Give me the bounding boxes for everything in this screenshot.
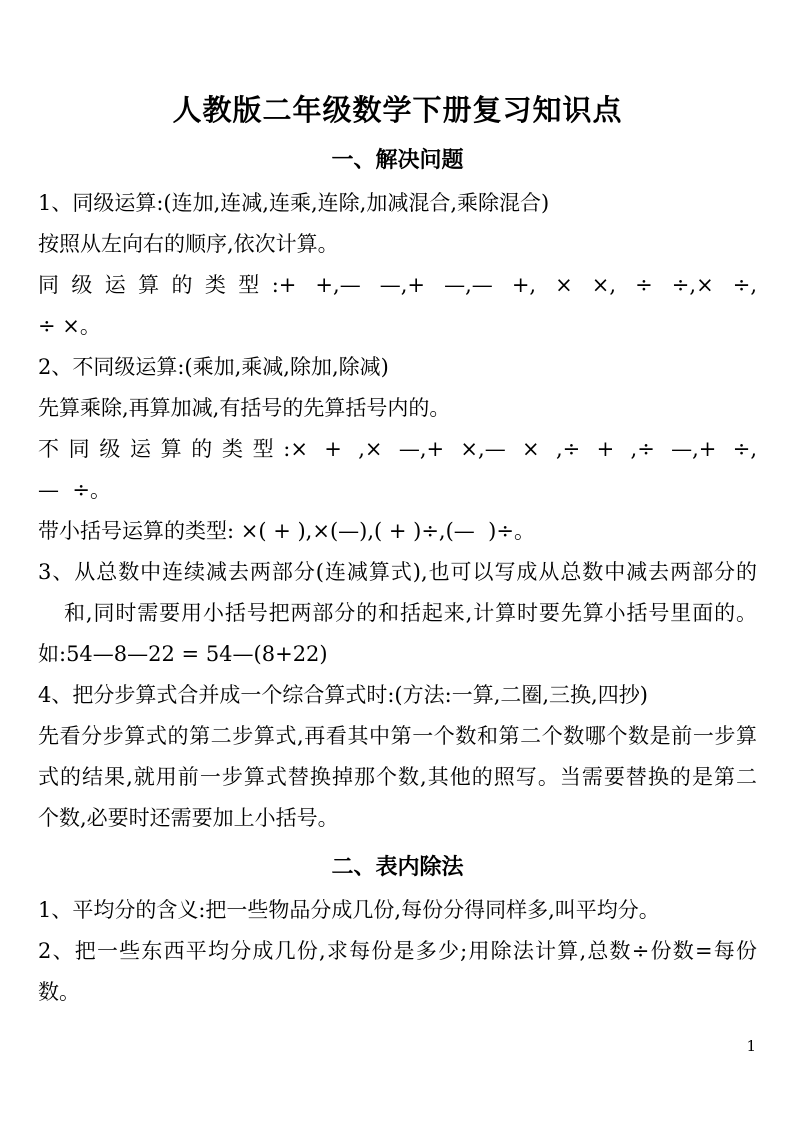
text-line: 4、把分步算式合并成一个综合算式时:(方法:一算,二圈,三换,四抄) [38, 683, 648, 707]
section-table-division [38, 850, 757, 1013]
section-body [38, 890, 757, 1013]
text-line: 先看分步算式的第二步算式,再看其中第一个数和第二个数哪个数是前一步算 [38, 724, 757, 748]
section-heading: 一、解决问题 [331, 147, 464, 173]
section-solving-problems [38, 143, 757, 839]
text-line: 和,同时需要用小括号把两部分的和括起来,计算时要先算小括号里面的。 [64, 601, 757, 625]
section-heading: 二、表内除法 [331, 854, 464, 880]
section-body [38, 183, 757, 839]
text-line: 先算乘除,再算加减,有括号的先算括号内的。 [38, 396, 451, 420]
text-line: 同级运算的类型:+ +,— —,+ —,— +, × ×, ÷ ÷,× ÷, [38, 273, 757, 297]
text-line: 按照从左向右的顺序,依次计算。 [38, 232, 339, 256]
text-line: 1、平均分的含义:把一些物品分成几份,每份分得同样多,叫平均分。 [38, 898, 660, 922]
text-line: 带小括号运算的类型: ×( + ),×(—),( + )÷,(— )÷。 [38, 519, 535, 543]
text-line: 1、同级运算:(连加,连减,连乘,连除,加减混合,乘除混合) [38, 191, 550, 215]
document-content [38, 0, 757, 1013]
text-line: 数。 [38, 980, 80, 1004]
text-line: ÷ ×。 [38, 314, 101, 338]
text-line: — ÷。 [38, 478, 111, 502]
text-line: 个数,必要时还需要加上小括号。 [38, 806, 339, 830]
text-line: 如:54—8—22 = 54—(8+22) [38, 642, 328, 666]
text-line: 2、不同级运算:(乘加,乘减,除加,除减) [38, 355, 389, 379]
text-line: 2、把一些东西平均分成几份,求每份是多少;用除法计算,总数÷份数=每份 [38, 939, 757, 963]
text-line: 不同级运算的类型:× + ,× —,+ ×,— × ,÷ + ,÷ —,+ ÷, [38, 437, 757, 461]
text-line: 3、从总数中连续减去两部分(连减算式),也可以写成从总数中减去两部分的 [38, 560, 757, 584]
page-title: 人教版二年级数学下册复习知识点 [172, 93, 623, 127]
text-line: 式的结果,就用前一步算式替换掉那个数,其他的照写。当需要替换的是第二 [38, 765, 757, 789]
page-number: 1 [746, 1037, 756, 1055]
